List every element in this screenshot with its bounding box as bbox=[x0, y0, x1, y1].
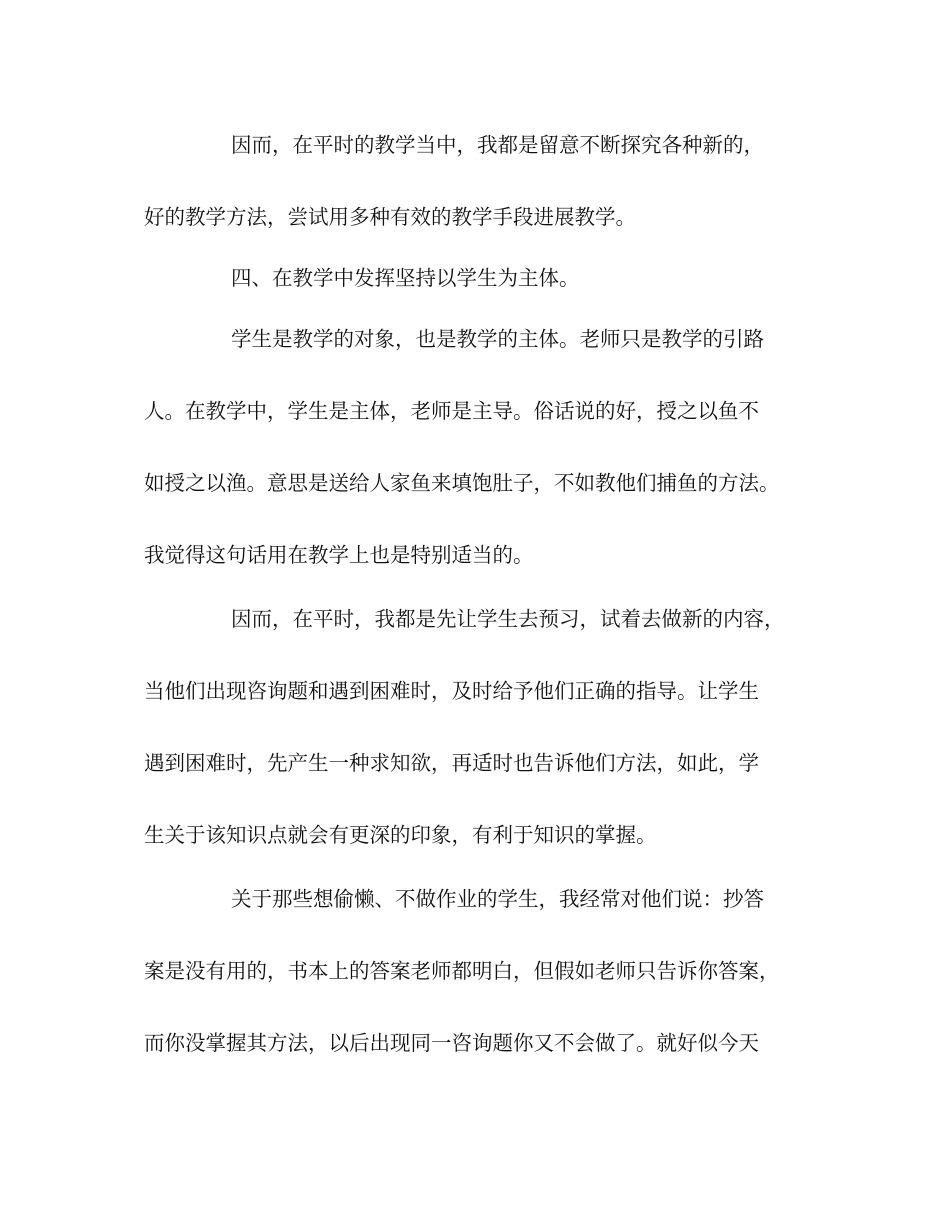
paragraph-line: 遇到困难时，先产生一种求知欲，再适时也告诉他们方法，如此，学 bbox=[144, 751, 759, 775]
paragraph-line: 学生是教学的对象，也是教学的主体。老师只是教学的引路 bbox=[231, 327, 764, 351]
paragraph-line: 好的教学方法，尝试用多种有效的教学手段进展教学。 bbox=[144, 205, 636, 229]
paragraph-line: 关于那些想偷懒、不做作业的学生，我经常对他们说：抄答 bbox=[231, 887, 764, 911]
paragraph-line: 如授之以渔。意思是送给人家鱼来填饱肚子，不如教他们捕鱼的方法。 bbox=[144, 471, 780, 495]
paragraph-line: 而你没掌握其方法，以后出现同一咨询题你又不会做了。就好似今天 bbox=[144, 1031, 759, 1055]
paragraph-line: 因而，在平时的教学当中，我都是留意不断探究各种新的， bbox=[231, 133, 764, 157]
paragraph-line: 案是没有用的，书本上的答案老师都明白，但假如老师只告诉你答案， bbox=[144, 959, 780, 983]
paragraph-line: 人。在教学中，学生是主体，老师是主导。俗话说的好，授之以鱼不 bbox=[144, 399, 759, 423]
paragraph-line: 当他们出现咨询题和遇到困难时，及时给予他们正确的指导。让学生 bbox=[144, 679, 759, 703]
paragraph-line: 我觉得这句话用在教学上也是特别适当的。 bbox=[144, 543, 534, 567]
section-heading: 四、在教学中发挥坚持以学生为主体。 bbox=[231, 266, 580, 290]
paragraph-line: 因而，在平时，我都是先让学生去预习，试着去做新的内容， bbox=[231, 607, 785, 631]
paragraph-line: 生关于该知识点就会有更深的印象，有利于知识的掌握。 bbox=[144, 823, 657, 847]
